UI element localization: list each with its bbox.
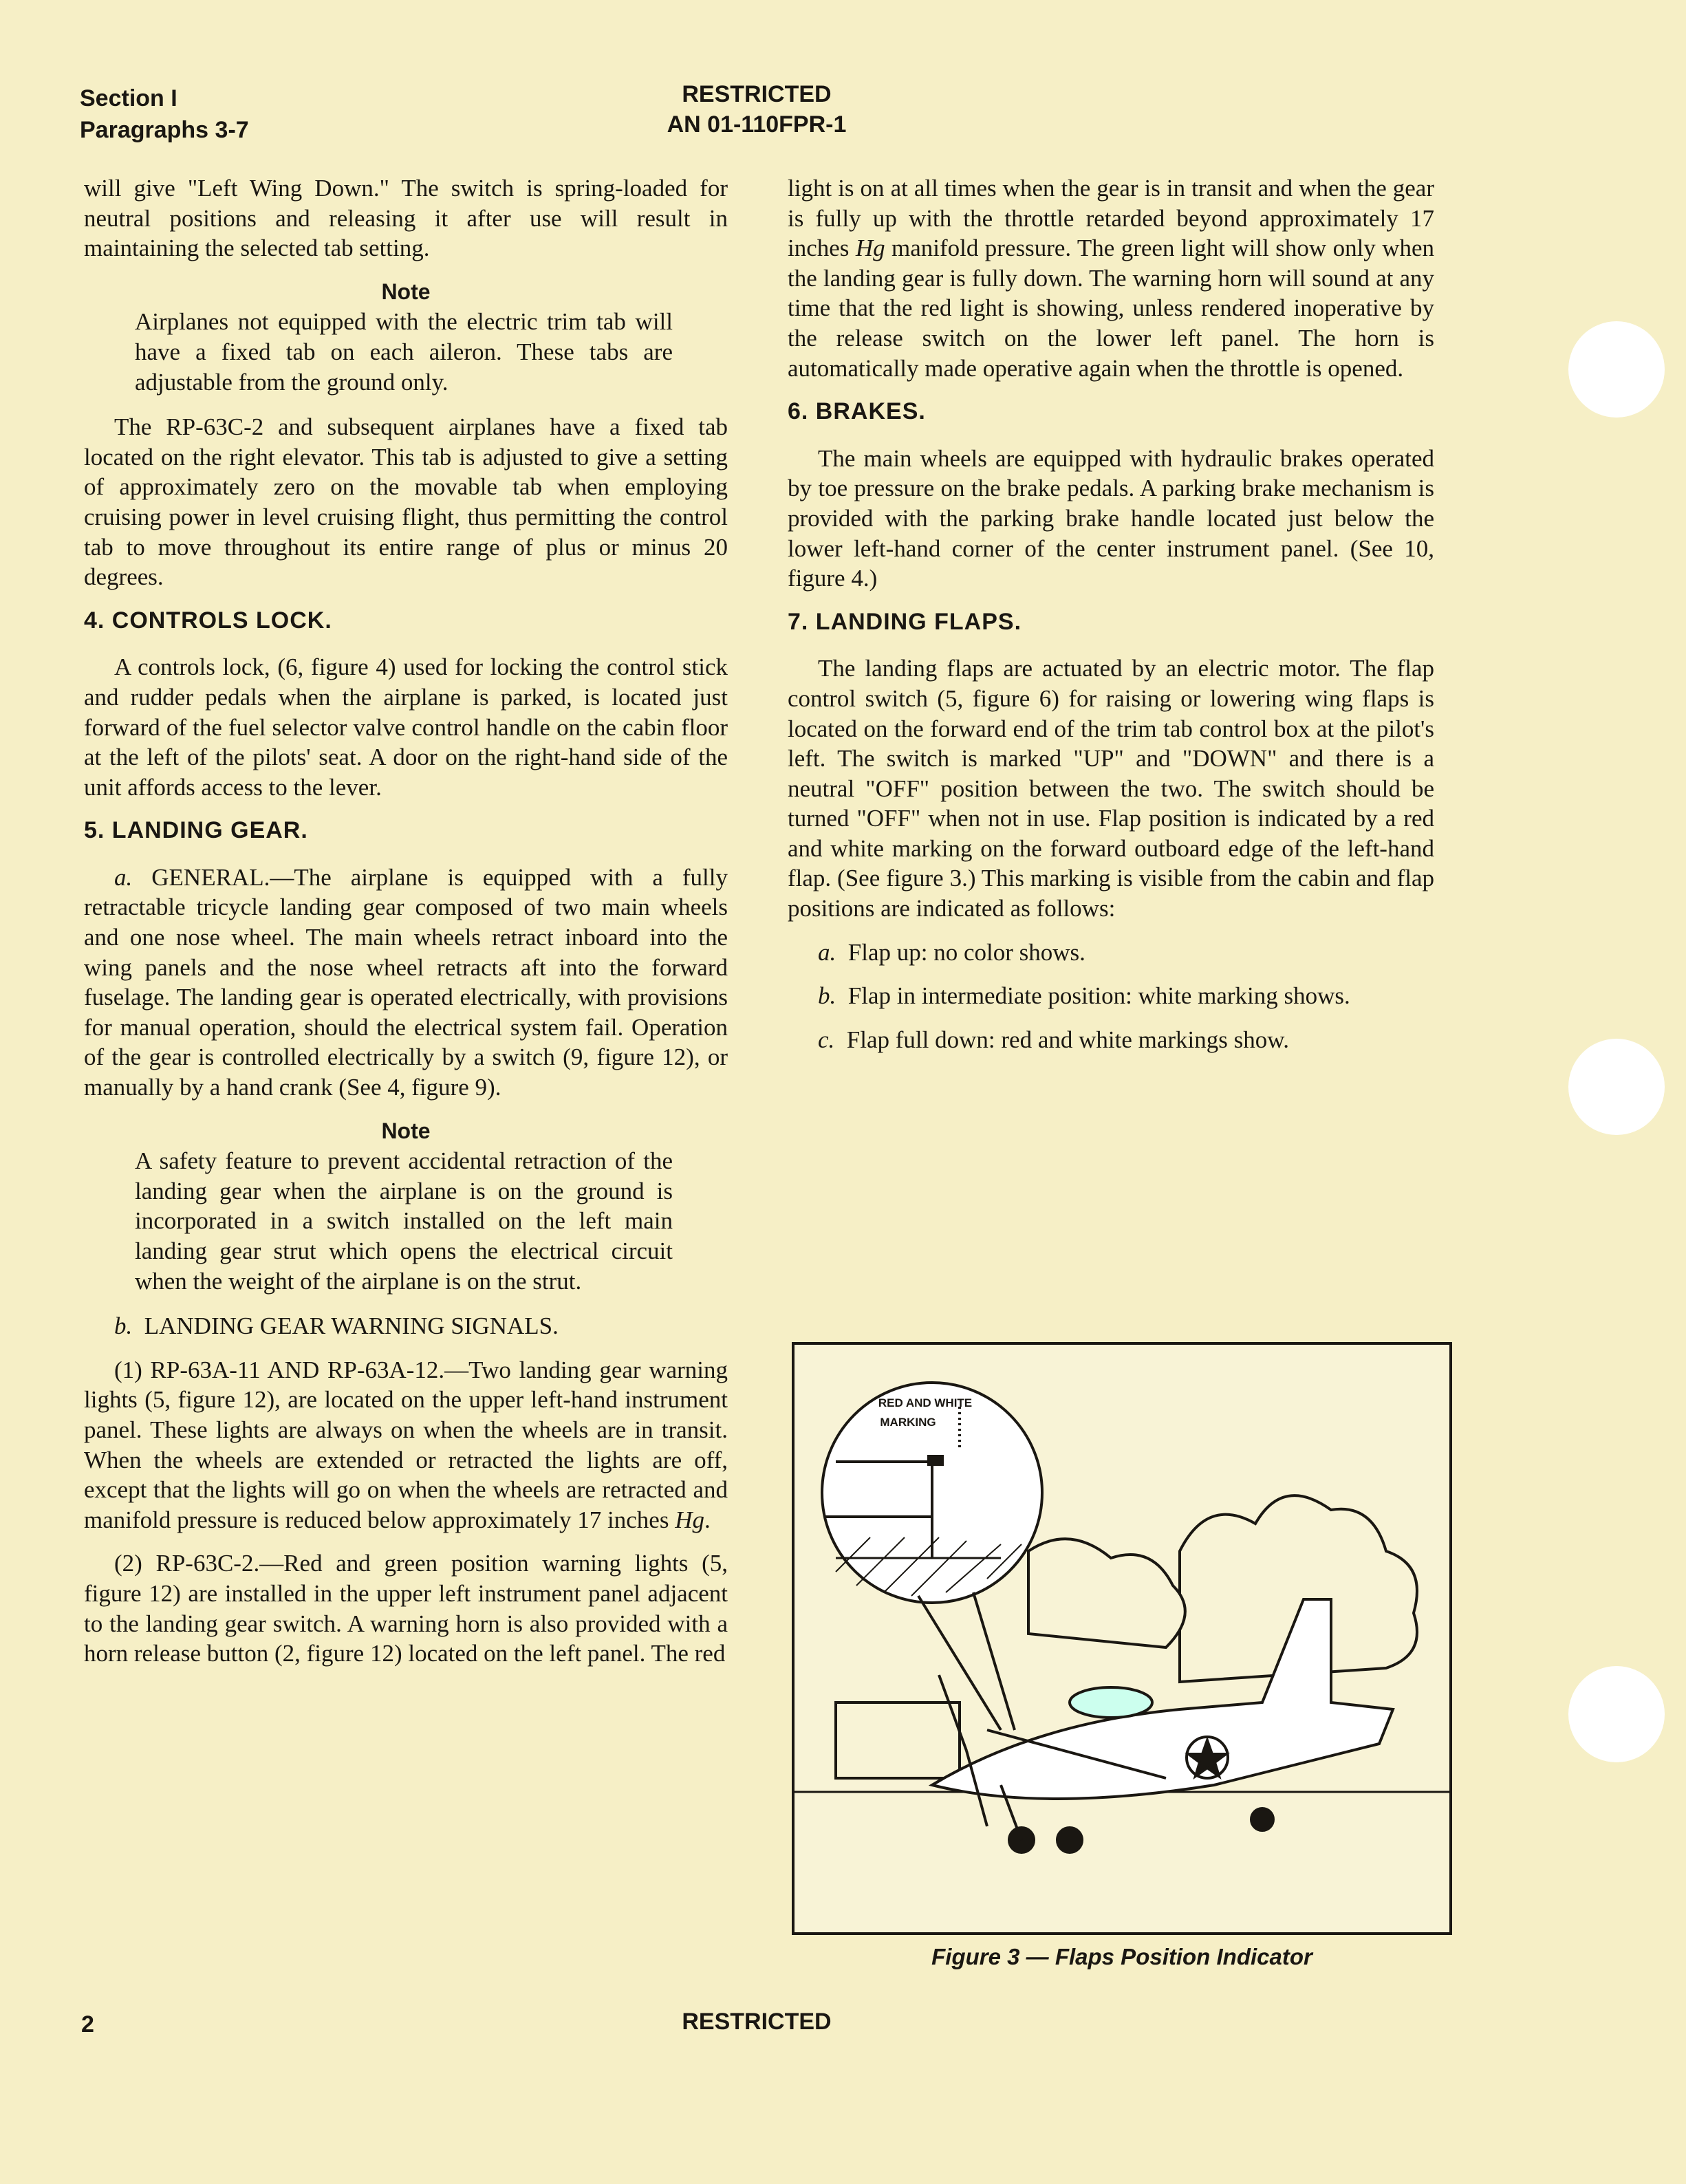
item-text: Flap in intermediate position: white marking shows. (847, 982, 1350, 1010)
list-item (788, 938, 1434, 968)
item-label: b. (114, 1312, 133, 1340)
paragraph: The landing flaps are actuated by an electric motor. The flap control switch (5, figure 6) for raising or lowering wing flaps is located on the forward end of the trim tab control box at the pilot's left. The switch is marked "UP" and "DOWN" and there is a neutral "OFF" position between the two. The switch should be turned "OFF" when not in use. Flap position is indicated by a red and white marking on the forward outboard edge of the left-hand flap. (See figure 3.) This marking is visible from the cabin and flap positions are indicated as follows: (788, 655, 1434, 922)
classification-header: RESTRICTED (682, 81, 832, 107)
note-body: A safety feature to prevent accidental retraction of the landing gear when the airplane is on the ground is incorporated in a switch installed on the left main landing gear strut which opens the electrical circuit when the weight of the airplane is on the strut. (135, 1147, 673, 1295)
item-text: Flap full down: red and white markings show. (846, 1026, 1289, 1053)
binder-hole (1568, 1039, 1665, 1135)
paragraph: The RP-63C-2 and subsequent airplanes have a fixed tab located on the right elevator. This tab is adjusted to give a setting of approximately zero on the movable tab when employing cruising power in level cruising flight, thus permitting the control tab to move throughout its entire range of plus or minus 20 degrees. (84, 413, 728, 591)
binder-hole (1568, 1666, 1665, 1762)
paragraphs-label: Paragraphs 3-7 (80, 117, 249, 143)
page-number: 2 (81, 2011, 94, 2037)
airplane-illustration (795, 1345, 1449, 1932)
paragraph (84, 1548, 728, 1668)
heading-landing-gear: 5. LANDING GEAR. (84, 817, 308, 844)
heading-landing-flaps: 7. LANDING FLAPS. (788, 608, 1022, 635)
list-item (788, 981, 1434, 1011)
paragraph: A controls lock, (6, figure 4) used for locking the control stick and rudder pedals when the airplane is parked, is located just forward of the fuel selector valve control handle on the cabin floor at the left of the pilots' seat. A door on the right-hand side of the unit affords access to the lever. (84, 653, 728, 801)
figure-caption: Figure 3 — Flaps Position Indicator (931, 1944, 1312, 1969)
subheading: GENERAL. (151, 863, 270, 891)
paragraph: The main wheels are equipped with hydraulic brakes operated by toe pressure on the brake pedals. A parking brake mechanism is provided with the parking brake handle located just below the lower left-hand corner of the center instrument panel. (See 10, figure 4.) (788, 444, 1434, 592)
unit: Hg (675, 1506, 704, 1533)
right-column (788, 173, 1434, 1068)
item-text: Flap up: no color shows. (847, 938, 1085, 966)
classification-footer: RESTRICTED (682, 2009, 832, 2035)
item-label: b. (818, 982, 836, 1010)
paragraph-text: —Two landing gear warning lights (5, figure 12), are located on the upper left-hand instrument panel. These lights are always on when the wheels are in transit. When the wheels are extended or retracted the lights are off, except that the lights will go on when the wheels are retracted and manifold pressure is reduced below approximately 17 inches (84, 1356, 728, 1533)
binder-hole (1568, 321, 1665, 418)
paragraph-text: —The airplane is equipped with a fully retractable tricycle landing gear composed of two main wheels and one nose wheel. The main wheels retract inboard into the wing panels and the nose wheel retracts aft into the forward fuselage. The landing gear is operated electrically, with provisions for manual operation, should the electrical system fail. Operation of the gear is controlled electrically by a switch (9, figure 12), or manually by a hand crank (See 4, figure 9). (84, 863, 728, 1101)
paragraph-general (84, 863, 728, 1103)
figure-label: MARKING (880, 1416, 936, 1429)
figure-flaps-position-indicator (792, 1342, 1452, 1935)
section-label: Section I (80, 85, 177, 111)
note (84, 1116, 728, 1297)
paragraph-text: —Red and green position warning lights (5, figure 12) are installed in the upper left instrument panel adjacent to the landing gear switch. A warning horn is also provided with a horn release button (2, figure 12) located on the left panel. The red (84, 1550, 728, 1667)
item-label: a. (114, 863, 133, 891)
figure-label: RED AND WHITE (878, 1396, 973, 1409)
paragraph: (1) RP-63A-11 AND RP-63A-12.—Two landing gear warning lights (5, figure 12), are located on the upper left-hand instrument panel. These lights are always on when the wheels are in transit. When the wheels are extended or retracted the lights are off, except that the lights will go on when the wheels are retracted and manifold pressure is reduced below approximately 17 inches Hg. (84, 1356, 728, 1533)
paragraph-text: light is on at all times when the gear is in transit and when the gear is fully up with the throttle retarded beyond approximately 17 inches (788, 175, 1434, 262)
subheading: LANDING GEAR WARNING SIGNALS. (144, 1312, 559, 1340)
subheading: (1) RP-63A-11 AND RP-63A-12. (114, 1356, 445, 1383)
item-label: a. (818, 938, 836, 966)
paragraph: will give "Left Wing Down." The switch is spring-loaded for neutral positions and releasing it after use will result in maintaining the selected tab setting. (84, 175, 728, 262)
list-item (788, 1025, 1434, 1055)
note-title: Note (381, 1118, 431, 1143)
heading-brakes: 6. BRAKES. (788, 398, 926, 425)
left-column (84, 173, 728, 1683)
item-label: c. (818, 1026, 835, 1053)
paragraph (788, 173, 1434, 383)
note (84, 277, 728, 397)
paragraph-text: manifold pressure. The green light will show only when the landing gear is fully down. The warning horn will sound at any time that the red light is showing, unless rendered inoperative by the release switch on the lower left panel. The horn is automatically made operative again when the throttle is opened. (788, 235, 1435, 382)
subheading-warning-signals (84, 1311, 728, 1341)
document-number: AN 01-110FPR-1 (667, 111, 847, 138)
note-title: Note (381, 279, 431, 304)
unit: Hg (855, 235, 885, 262)
heading-controls-lock: 4. CONTROLS LOCK. (84, 607, 332, 634)
subheading: (2) RP-63C-2. (114, 1550, 260, 1577)
note-body: Airplanes not equipped with the electric trim tab will have a fixed tab on each aileron. These tabs are adjustable from the ground only. (135, 308, 673, 396)
